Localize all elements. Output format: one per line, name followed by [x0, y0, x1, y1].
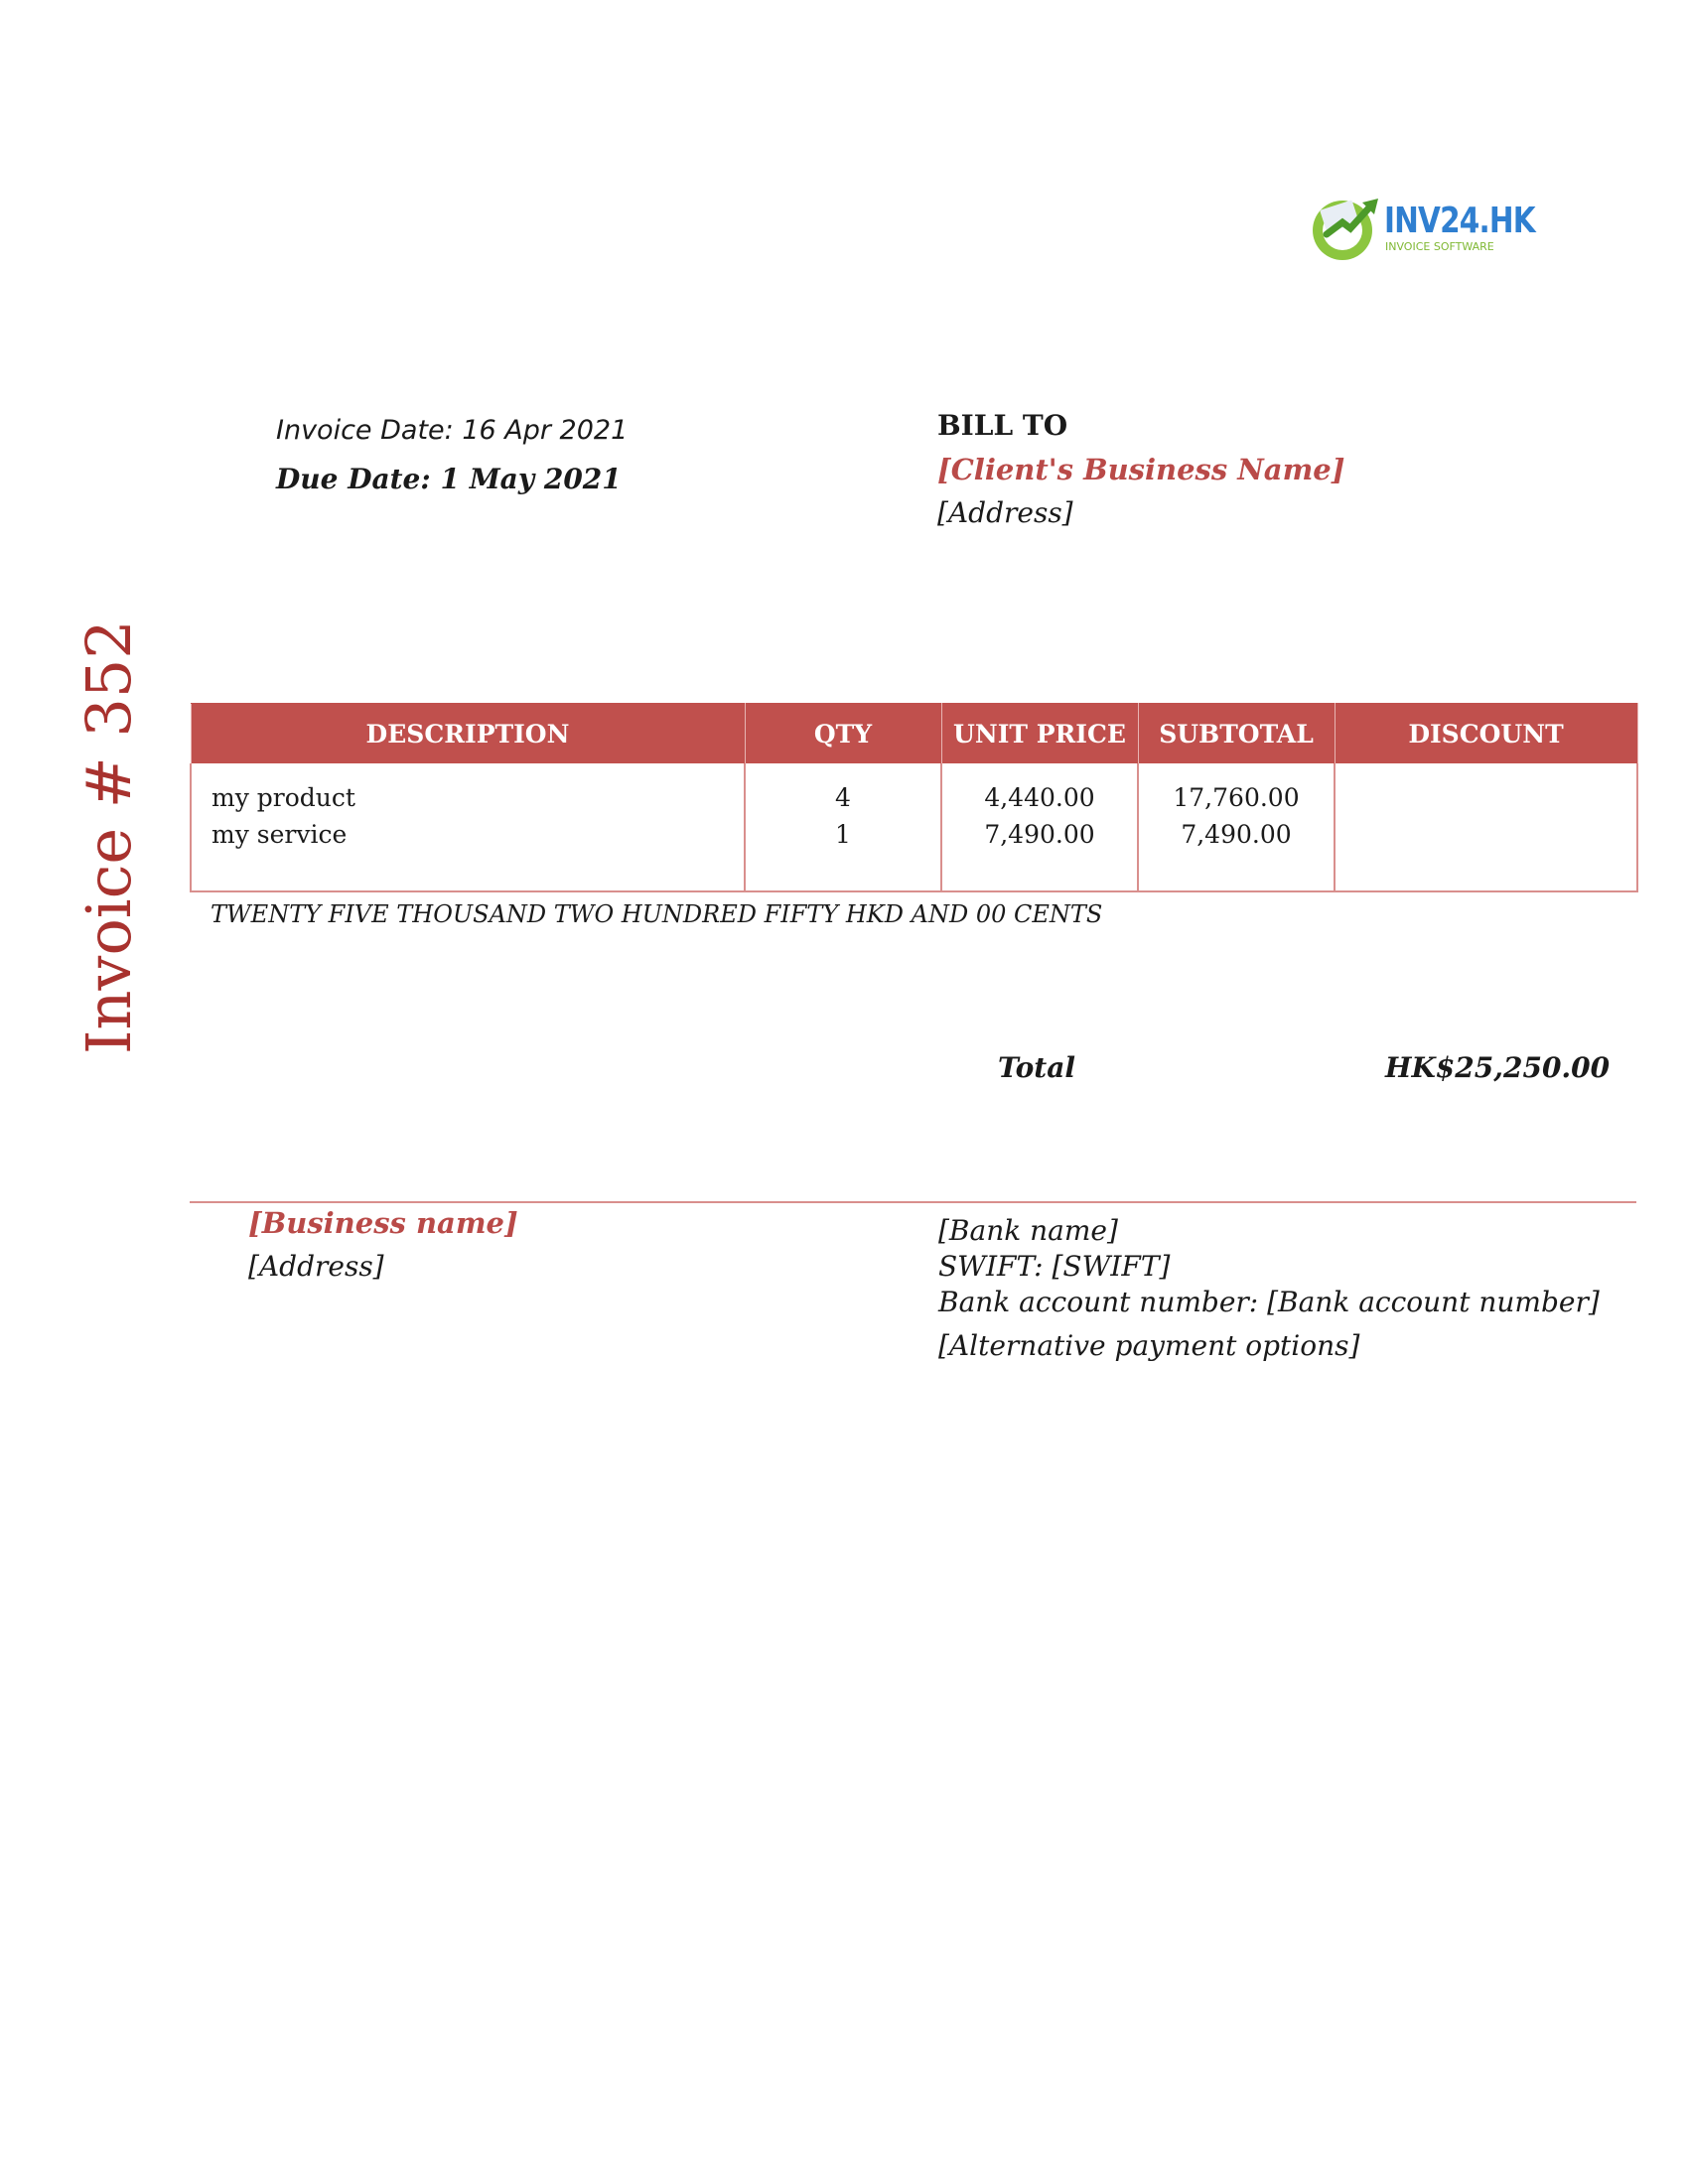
header-unit-price: UNIT PRICE [941, 704, 1138, 764]
bank-account-number: Bank account number: [Bank account number] [938, 1286, 1600, 1318]
row-subtotal: 7,490.00 [1181, 820, 1292, 849]
total-label: Total [998, 1051, 1076, 1084]
row-subtotal: 17,760.00 [1173, 783, 1300, 812]
row-description: my product [211, 783, 355, 812]
logo-name: INV24.HK [1384, 201, 1535, 241]
company-logo [1309, 191, 1535, 270]
unit-price-cell [941, 763, 1138, 891]
logo-tagline: INVOICE SOFTWARE [1385, 240, 1494, 253]
client-business-name: [Client's Business Name] [937, 453, 1345, 486]
bank-name: [Bank name] [938, 1214, 1118, 1247]
table-row [191, 763, 1637, 891]
header-discount: DISCOUNT [1335, 704, 1637, 764]
invoice-number-title: Invoice # 352 [72, 619, 145, 1054]
invoice-date: Invoice Date: 16 Apr 2021 [276, 415, 629, 446]
line-items-table [190, 703, 1638, 892]
description-cell [191, 763, 745, 891]
bank-details [938, 1213, 1600, 1364]
swift-code: SWIFT: [SWIFT] [938, 1250, 1171, 1283]
header-description: DESCRIPTION [191, 704, 745, 764]
business-address: [Address] [248, 1250, 384, 1283]
bill-to-heading: BILL TO [937, 409, 1068, 442]
header-qty: QTY [745, 704, 941, 764]
total-value: HK$25,250.00 [1385, 1051, 1611, 1084]
row-qty: 1 [835, 820, 851, 849]
amount-in-words: TWENTY FIVE THOUSAND TWO HUNDRED FIFTY HKD AND 00 CENTS [211, 900, 1103, 928]
footer-divider [190, 1201, 1636, 1203]
header-subtotal: SUBTOTAL [1138, 704, 1335, 764]
qty-cell [745, 763, 941, 891]
subtotal-cell [1138, 763, 1335, 891]
due-date: Due Date: 1 May 2021 [276, 463, 622, 495]
row-unit-price: 4,440.00 [984, 783, 1095, 812]
discount-cell [1335, 763, 1637, 891]
row-qty: 4 [835, 783, 851, 812]
row-unit-price: 7,490.00 [984, 820, 1095, 849]
alternative-payment-options: [Alternative payment options] [938, 1329, 1360, 1362]
row-description: my service [211, 820, 348, 849]
business-name: [Business name] [248, 1206, 518, 1240]
client-address: [Address] [937, 496, 1073, 529]
logo-chart-icon [1309, 191, 1384, 266]
table-header-row [191, 704, 1637, 764]
